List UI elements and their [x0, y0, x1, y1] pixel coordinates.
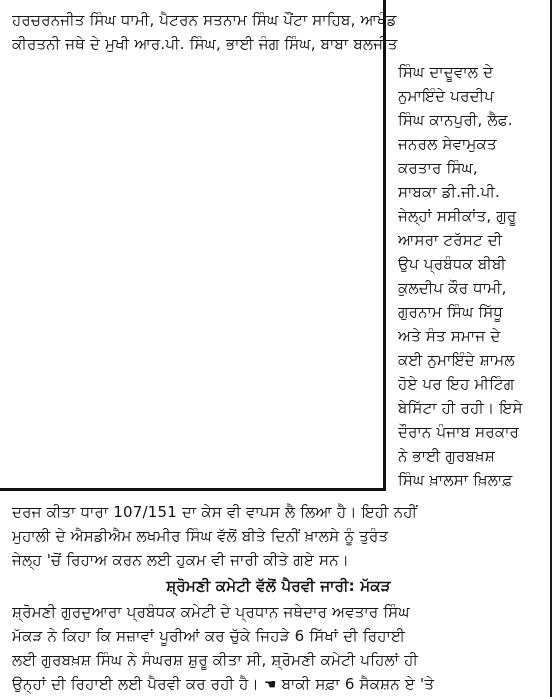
body-line: ਮੱਕੜ ਨੇ ਕਿਹਾ ਕਿ ਸਜ਼ਾਵਾਂ ਪੂਰੀਆਂ ਕਰ ਚੁੱਕੇ ਜਿਹੜੇ 6 ਸਿੱਖਾਂ ਦੀ ਰਿਹਾਈ	[12, 627, 406, 645]
column-line: ਸਿੰਘ ਕਾਨਪੁਰੀ, ਲੈਫ.	[398, 111, 513, 129]
column-line: ਜਨਰਲ ਸੇਵਾਮੁਕਤ	[398, 135, 497, 153]
photo-inset-placeholder	[0, 0, 386, 491]
column-line: ਨੁਮਾਇੰਦੇ ਪਰਦੀਪ	[398, 87, 495, 105]
body-line: ਦਰਜ ਕੀਤਾ ਧਾਰਾ 107/151 ਦਾ ਕੇਸ ਵੀ ਵਾਪਸ ਲੈ ਲਿਆ ਹੈ। ਇਹੀ ਨਹੀਂ	[12, 503, 418, 521]
column-line: ਅਤੇ ਸੰਤ ਸਮਾਜ ਦੇ	[398, 327, 501, 345]
column-line: ਹੋਏ ਪਰ ਇਹ ਮੀਟਿੰਗ	[398, 375, 515, 393]
column-line: ਜੇਲ੍ਹਾਂ ਸਸੀਕਾਂਤ, ਗੁਰੂ	[398, 207, 517, 225]
body-line: ਸ਼੍ਰੋਮਣੀ ਗੁਰਦੁਆਰਾ ਪ੍ਰਬੰਧਕ ਕਮੇਟੀ ਦੇ ਪ੍ਰਧਾਨ ਜਥੇਦਾਰ ਅਵਤਾਰ ਸਿੰਘ	[12, 603, 410, 621]
body-line: ਜੇਲ੍ਹ 'ਚੋਂ ਰਿਹਾਅ ਕਰਨ ਲਈ ਹੁਕਮ ਵੀ ਜਾਰੀ ਕੀਤੇ ਗਏ ਸਨ।	[12, 551, 350, 569]
column-line: ਕਰਤਾਰ ਸਿੰਘ,	[398, 159, 478, 177]
column-line: ਨੇ ਭਾਈ ਗੁਰਬਖ਼ਸ਼	[398, 447, 495, 465]
column-line: ਕੁਲਦੀਪ ਕੌਰ ਧਾਮੀ,	[398, 279, 507, 297]
column-line: ਸਿੰਘ ਖ਼ਾਲਸਾ ਖ਼ਿਲਾਫ਼	[398, 471, 513, 489]
column-line: ਦੌਰਾਨ ਪੰਜਾਬ ਸਰਕਾਰ	[398, 423, 520, 441]
pointing-hand-icon: ☚	[263, 677, 277, 693]
body-text: ਉਨ੍ਹਾਂ ਦੀ ਰਿਹਾਈ ਲਈ ਪੈਰਵੀ ਕਰ ਰਹੀ ਹੈ।	[12, 675, 259, 693]
column-line: ਕਈ ਨੁਮਾਇੰਦੇ ਸ਼ਾਮਲ	[398, 351, 515, 369]
intro-line: ਹਰਚਰਨਜੀਤ ਸਿੰਘ ਧਾਮੀ, ਪੈਟਰਨ ਸਤਨਾਮ ਸਿੰਘ ਪੌਂਟਾ ਸਾਹਿਬ, ਆਖੰਡ	[12, 11, 397, 29]
body-line: ਲਈ ਗੁਰਬਖ਼ਸ਼ ਸਿੰਘ ਨੇ ਸੰਘਰਸ਼ ਸ਼ੁਰੂ ਕੀਤਾ ਸੀ, ਸ਼੍ਰੋਮਣੀ ਕਮੇਟੀ ਪਹਿਲਾਂ ਹੀ	[12, 651, 419, 669]
column-line: ਬੇਸਿੱਟਾ ਹੀ ਰਹੀ। ਇਸੇ	[398, 399, 523, 417]
column-line: ਉਪ ਪ੍ਰਬੰਧਕ ਬੀਬੀ	[398, 255, 507, 273]
sub-heading: ਸ਼੍ਰੋਮਣੀ ਕਮੇਟੀ ਵੱਲੋਂ ਪੈਰਵੀ ਜਾਰੀ: ਮੱਕੜ	[166, 577, 391, 595]
column-line: ਆਸਰਾ ਟਰੱਸਟ ਦੀ	[398, 231, 503, 249]
body-line: ਮੁਹਾਲੀ ਦੇ ਐਸਡੀਐਮ ਲਖਮੀਰ ਸਿੰਘ ਵੱਲੋਂ ਬੀਤੇ ਦਿਨੀਂ ਖ਼ਾਲਸੇ ਨੂੰ ਤੁਰੰਤ	[12, 527, 389, 545]
column-line: ਗੁਰਨਾਮ ਸਿੰਘ ਸਿੱਧੂ	[398, 303, 504, 321]
column-line: ਸਾਬਕਾ ਡੀ.ਜੀ.ਪੀ.	[398, 183, 500, 201]
intro-line: ਕੀਰਤਨੀ ਜਥੇ ਦੇ ਮੁਖੀ ਆਰ.ਪੀ. ਸਿੰਘ, ਭਾਈ ਜੰਗ ਸਿੰਘ, ਬਾਬਾ ਬਲਜੀਤ	[12, 35, 398, 53]
column-line: ਸਿੰਘ ਦਾਦੂਵਾਲ ਦੇ	[398, 63, 494, 81]
continuation-line	[12, 674, 546, 694]
continued-on-text: ਬਾਕੀ ਸਫ਼ਾ 6 ਸੈਕਸ਼ਨ ਏ 'ਤੇ	[281, 675, 435, 693]
